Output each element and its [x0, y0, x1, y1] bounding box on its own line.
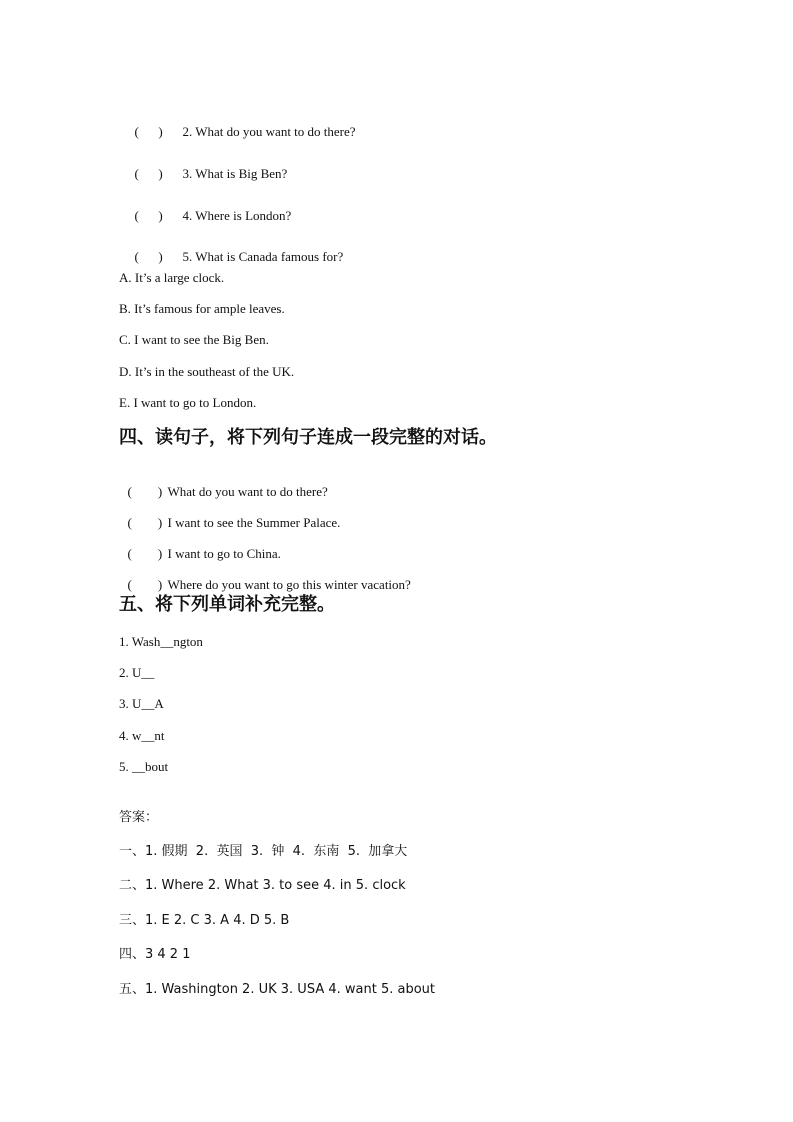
dialogue-row — [121, 530, 281, 562]
option-a: A. It’s a large clock. — [119, 270, 225, 285]
question-text: 4. Where is London? — [182, 208, 292, 223]
option-d: D. It’s in the southeast of the UK. — [119, 364, 295, 379]
answer-line: 四、3 4 2 1 — [119, 947, 191, 962]
word-item: 1. Wash__ngton — [119, 634, 203, 649]
answer-blank: ( ) — [127, 484, 163, 499]
option-c: C. I want to see the Big Ben. — [119, 332, 269, 347]
word-item: 2. U__ — [119, 665, 155, 680]
word-item: 4. w__nt — [119, 728, 165, 743]
answer-blank: ( ) — [127, 546, 163, 561]
section-5-heading: 五、将下列单词补充完整。 — [119, 594, 335, 615]
question-text: 3. What is Big Ben? — [182, 166, 288, 181]
question-text: 2. What do you want to do there? — [182, 124, 356, 139]
dialogue-text: What do you want to do there? — [167, 484, 328, 499]
answer-blank: ( ) — [134, 166, 163, 181]
answer-line: 二、1. Where 2. What 3. to see 4. in 5. clock — [119, 878, 406, 893]
option-e: E. I want to go to London. — [119, 395, 257, 410]
question-row — [128, 233, 343, 265]
dialogue-text: Where do you want to go this winter vacation? — [167, 577, 411, 592]
dialogue-row — [121, 468, 328, 500]
dialogue-text: I want to see the Summer Palace. — [167, 515, 341, 530]
option-b: B. It’s famous for ample leaves. — [119, 301, 285, 316]
question-row — [128, 192, 291, 224]
answers-title: 答案： — [119, 810, 159, 825]
dialogue-row — [121, 561, 411, 593]
dialogue-text: I want to go to China. — [167, 546, 281, 561]
answer-blank: ( ) — [127, 577, 163, 592]
word-item: 5. __bout — [119, 759, 169, 774]
question-row — [128, 108, 356, 140]
question-text: 5. What is Canada famous for? — [182, 249, 344, 264]
question-row — [128, 150, 287, 182]
section-4-heading: 四、读句子，将下列句子连成一段完整的对话。 — [119, 427, 497, 448]
answer-blank: ( ) — [134, 249, 163, 264]
answer-blank: ( ) — [134, 208, 163, 223]
answer-line: 五、1. Washington 2. UK 3. USA 4. want 5. about — [119, 982, 435, 997]
answer-blank: ( ) — [134, 124, 163, 139]
answer-line: 一、1. 假期 2. 英国 3. 钟 4. 东南 5. 加拿大 — [119, 844, 408, 859]
word-item: 3. U__A — [119, 696, 164, 711]
dialogue-row — [121, 499, 340, 531]
answer-blank: ( ) — [127, 515, 163, 530]
answer-line: 三、1. E 2. C 3. A 4. D 5. B — [119, 913, 290, 928]
